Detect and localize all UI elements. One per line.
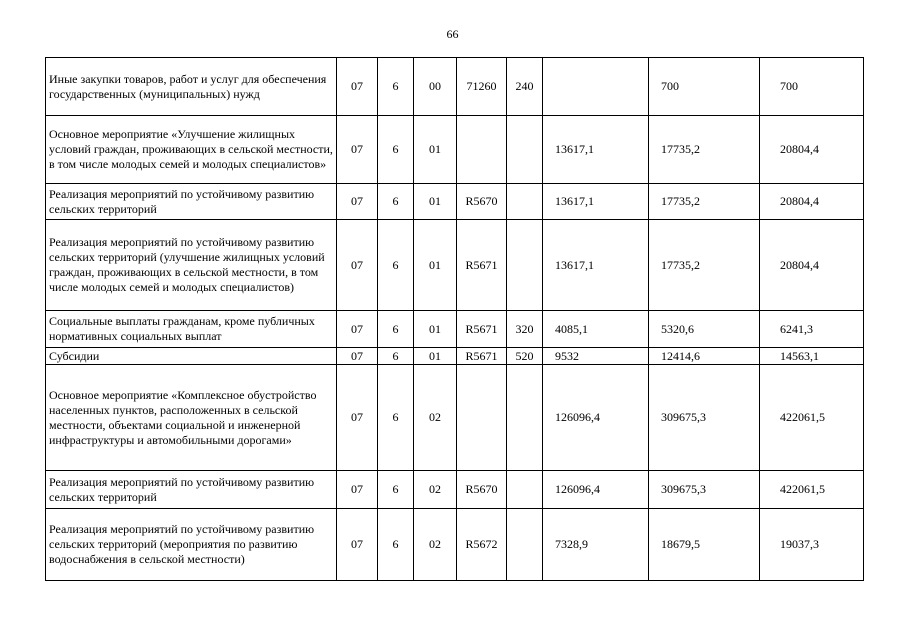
row-program-code: 6 <box>378 58 414 116</box>
row-expense-type <box>507 220 543 311</box>
row-expense-type <box>507 184 543 220</box>
row-target-code: R5670 <box>457 471 507 509</box>
row-value-2: 17735,2 <box>649 184 760 220</box>
row-section-code: 07 <box>337 116 378 184</box>
row-value-2: 12414,6 <box>649 348 760 365</box>
row-section-code: 07 <box>337 348 378 365</box>
row-target-code: R5670 <box>457 184 507 220</box>
row-value-1: 7328,9 <box>543 509 649 581</box>
table-row <box>46 509 864 581</box>
row-value-1: 13617,1 <box>543 220 649 311</box>
row-name: Реализация мероприятий по устойчивому развитию сельских территорий <box>46 471 337 509</box>
row-expense-type: 240 <box>507 58 543 116</box>
row-program-code: 6 <box>378 311 414 348</box>
row-program-code: 6 <box>378 509 414 581</box>
row-value-2: 5320,6 <box>649 311 760 348</box>
row-subprogram-code: 02 <box>414 365 457 471</box>
row-expense-type <box>507 116 543 184</box>
table-row <box>46 116 864 184</box>
budget-table <box>45 57 864 581</box>
row-value-1: 13617,1 <box>543 184 649 220</box>
row-program-code: 6 <box>378 220 414 311</box>
row-value-2: 17735,2 <box>649 116 760 184</box>
row-section-code: 07 <box>337 184 378 220</box>
row-value-2: 700 <box>649 58 760 116</box>
row-subprogram-code: 01 <box>414 184 457 220</box>
row-value-3: 20804,4 <box>760 220 864 311</box>
row-target-code: R5671 <box>457 220 507 311</box>
table-row <box>46 471 864 509</box>
row-name: Субсидии <box>46 348 337 365</box>
row-target-code: R5671 <box>457 348 507 365</box>
row-subprogram-code: 02 <box>414 509 457 581</box>
row-value-1: 9532 <box>543 348 649 365</box>
row-name: Социальные выплаты гражданам, кроме публичных нормативных социальных выплат <box>46 311 337 348</box>
table-row <box>46 58 864 116</box>
table-row <box>46 220 864 311</box>
row-subprogram-code: 01 <box>414 348 457 365</box>
row-value-3: 20804,4 <box>760 116 864 184</box>
table-row <box>46 184 864 220</box>
row-section-code: 07 <box>337 509 378 581</box>
row-target-code: R5672 <box>457 509 507 581</box>
row-expense-type <box>507 509 543 581</box>
row-value-1: 13617,1 <box>543 116 649 184</box>
row-subprogram-code: 00 <box>414 58 457 116</box>
row-program-code: 6 <box>378 365 414 471</box>
table-row <box>46 311 864 348</box>
row-value-2: 309675,3 <box>649 365 760 471</box>
table-body <box>46 58 864 581</box>
table-row <box>46 348 864 365</box>
row-value-2: 17735,2 <box>649 220 760 311</box>
row-value-3: 14563,1 <box>760 348 864 365</box>
row-subprogram-code: 01 <box>414 116 457 184</box>
row-section-code: 07 <box>337 58 378 116</box>
row-subprogram-code: 01 <box>414 220 457 311</box>
table-row <box>46 365 864 471</box>
row-value-1: 4085,1 <box>543 311 649 348</box>
row-value-2: 309675,3 <box>649 471 760 509</box>
row-expense-type: 520 <box>507 348 543 365</box>
row-expense-type: 320 <box>507 311 543 348</box>
row-value-2: 18679,5 <box>649 509 760 581</box>
row-subprogram-code: 02 <box>414 471 457 509</box>
row-program-code: 6 <box>378 184 414 220</box>
row-section-code: 07 <box>337 471 378 509</box>
row-name: Реализация мероприятий по устойчивому развитию сельских территорий <box>46 184 337 220</box>
row-name: Реализация мероприятий по устойчивому развитию сельских территорий (улучшение жилищных условий граждан, проживающих в сельской местности, в том числе молодых семей и молодых специалистов) <box>46 220 337 311</box>
row-value-3: 700 <box>760 58 864 116</box>
row-program-code: 6 <box>378 116 414 184</box>
row-value-3: 20804,4 <box>760 184 864 220</box>
row-target-code: R5671 <box>457 311 507 348</box>
row-value-3: 422061,5 <box>760 471 864 509</box>
row-name: Иные закупки товаров, работ и услуг для обеспечения государственных (муниципальных) нужд <box>46 58 337 116</box>
row-section-code: 07 <box>337 365 378 471</box>
row-section-code: 07 <box>337 220 378 311</box>
row-name: Основное мероприятие «Комплексное обустройство населенных пунктов, расположенных в сельской местности, объектами социальной и инженерной инфраструктуры и автомобильными дорогами» <box>46 365 337 471</box>
row-section-code: 07 <box>337 311 378 348</box>
page-number: 66 <box>446 27 459 41</box>
row-target-code: 71260 <box>457 58 507 116</box>
row-name: Реализация мероприятий по устойчивому развитию сельских территорий (мероприятия по развитию водоснабжения в сельской местности) <box>46 509 337 581</box>
row-subprogram-code: 01 <box>414 311 457 348</box>
row-value-1 <box>543 58 649 116</box>
row-value-3: 422061,5 <box>760 365 864 471</box>
row-target-code <box>457 116 507 184</box>
row-target-code <box>457 365 507 471</box>
row-value-3: 19037,3 <box>760 509 864 581</box>
row-name: Основное мероприятие «Улучшение жилищных условий граждан, проживающих в сельской местности, в том числе молодых семей и молодых специалистов» <box>46 116 337 184</box>
row-expense-type <box>507 471 543 509</box>
row-program-code: 6 <box>378 471 414 509</box>
row-value-3: 6241,3 <box>760 311 864 348</box>
row-expense-type <box>507 365 543 471</box>
row-value-1: 126096,4 <box>543 471 649 509</box>
row-value-1: 126096,4 <box>543 365 649 471</box>
row-program-code: 6 <box>378 348 414 365</box>
